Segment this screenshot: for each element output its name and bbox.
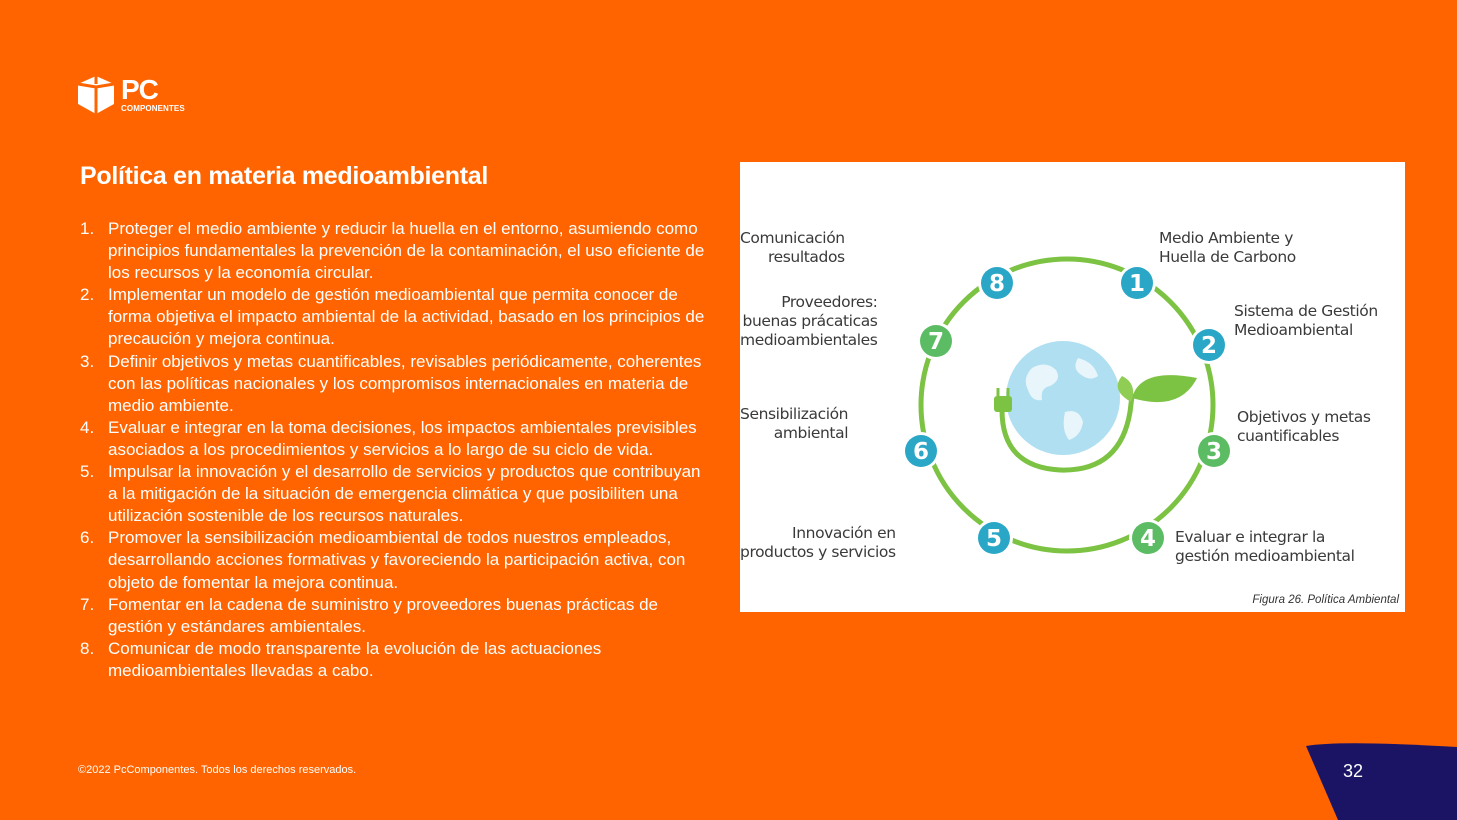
policy-text: Evaluar e integrar en la toma decisiones, los impactos ambientales previsibles asociados a los procedimientos y servicios a lo largo de su ciclo de vida. (108, 417, 697, 459)
step-number: 6 (912, 439, 930, 465)
policy-text: Fomentar en la cadena de suministro y proveedores buenas prácticas de gestión y estándares ambientales. (108, 594, 658, 636)
step-number: 7 (927, 329, 945, 355)
policy-number: 3. (80, 351, 95, 371)
policy-item (80, 594, 710, 638)
policy-item (80, 218, 710, 284)
step-label: Comunicación resultados (740, 229, 845, 266)
step-badge (1195, 432, 1233, 470)
step-number: 1 (1128, 271, 1146, 297)
policy-text: Proteger el medio ambiente y reducir la huella en el entorno, asumiendo como principios fundamentales la prevención de la contaminación, el uso eficiente de los recursos y la economía circular. (108, 219, 705, 283)
step-badge (1118, 264, 1156, 302)
step-number: 3 (1205, 439, 1223, 465)
step-badge (1190, 326, 1228, 364)
step-badge (1129, 519, 1167, 557)
policy-text: Definir objetivos y metas cuantificables, revisables periódicamente, coherentes con las políticas nacionales y los compromisos internacionales en materia de medio ambiente. (108, 351, 702, 415)
step-badge (978, 264, 1016, 302)
step-number: 4 (1139, 526, 1157, 552)
policy-number: 5. (80, 462, 95, 482)
policy-item (80, 461, 710, 527)
policy-number: 4. (80, 417, 95, 437)
step-label: Objetivos y metas cuantificables (1237, 408, 1371, 445)
step-number: 2 (1200, 333, 1218, 359)
policy-text: Impulsar la innovación y el desarrollo de servicios y productos que contribuyan a la mitigación de la situación de emergencia climática y que posibiliten una utilización sostenible de los recursos naturales. (108, 462, 701, 526)
step-badge (975, 519, 1013, 557)
globe-plug-leaf-icon (994, 341, 1197, 470)
figure-caption: Figura 26. Política Ambiental (1252, 594, 1399, 606)
policy-item (80, 638, 710, 682)
environmental-policy-figure (740, 162, 1405, 612)
page-number-badge (1300, 742, 1457, 820)
page-title: Política en materia medioambiental (80, 162, 488, 190)
step-label: Sistema de Gestión Medioambiental (1234, 302, 1378, 339)
step-label: Proveedores: buenas prácaticas medioambientales (740, 293, 878, 349)
policy-item (80, 284, 710, 350)
logo-wordmark: PC (121, 74, 158, 105)
logo-subtitle: COMPONENTES (121, 104, 185, 113)
policy-number: 7. (80, 594, 95, 614)
policy-text: Implementar un modelo de gestión medioambiental que permita conocer de forma objetiva el impacto ambiental de la actividad, basado en los principios de precaución y mejora continua. (108, 285, 705, 349)
step-label: Medio Ambiente y Huella de Carbono (1159, 229, 1296, 266)
policy-text: Comunicar de modo transparente la evolución de las actuaciones medioambientales llevadas a cabo. (108, 638, 602, 680)
policy-item (80, 417, 710, 461)
brand-logo (76, 74, 196, 116)
footer-copyright: ©2022 PcComponentes. Todos los derechos reservados. (78, 764, 357, 776)
step-badge (917, 322, 955, 360)
step-label: Innovación en productos y servicios (740, 524, 896, 561)
box-logo-icon (76, 74, 116, 116)
policy-text: Promover la sensibilización medioambiental de todos nuestros empleados, desarrollando acciones formativas y favoreciendo la participación activa, con objeto de fomentar la mejora continua. (108, 528, 686, 592)
policy-number: 6. (80, 528, 95, 548)
policy-number: 1. (80, 219, 95, 238)
policy-list (80, 218, 710, 682)
policy-item (80, 351, 710, 417)
policy-number: 8. (80, 638, 95, 658)
step-number: 8 (988, 271, 1006, 297)
policy-number: 2. (80, 285, 95, 305)
step-number: 5 (985, 526, 1003, 552)
step-badge (902, 432, 940, 470)
step-label: Evaluar e integrar la gestión medioambiental (1175, 528, 1355, 565)
policy-item (80, 527, 710, 593)
step-label: Sensibilización ambiental (740, 405, 849, 442)
page-number: 32 (1343, 761, 1364, 781)
